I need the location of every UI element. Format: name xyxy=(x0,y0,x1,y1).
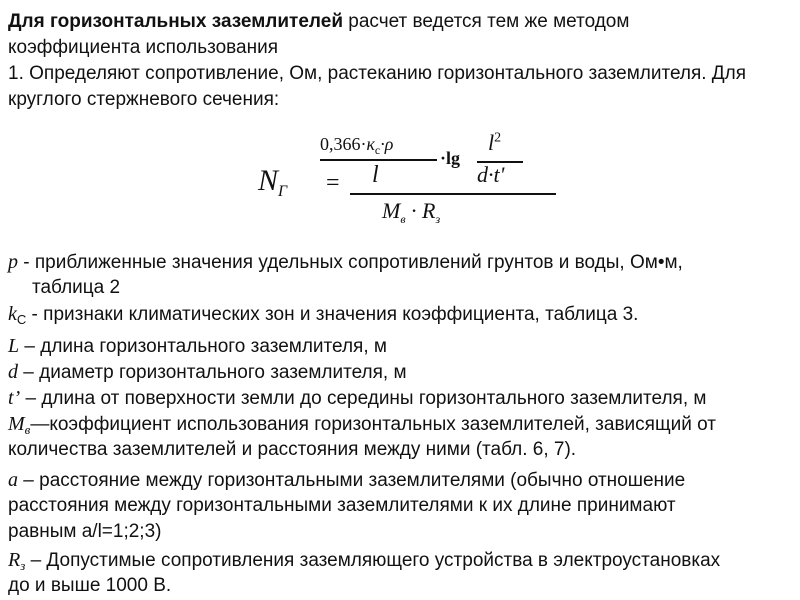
def-a-cont-2: равным а/l=1;2;3) xyxy=(8,521,162,542)
intro-line-2: коэффициента использования xyxy=(8,37,278,58)
formula-log-numerator: $l^2$ xyxy=(488,130,502,155)
intro-line-3: 1. Определяют сопротивление, Ом, растеканию горизонтального заземлителя. Для xyxy=(8,63,747,84)
formula-main-fraction-bar xyxy=(350,193,556,195)
formula-log-denominator: d·t' xyxy=(477,162,505,187)
def-kc: $k_C$ - признаки климатических зон и значения коэффициента, таблица 3. xyxy=(8,303,639,327)
intro-rest: расчет ведется тем же методом xyxy=(343,11,630,32)
def-a: a – расстояние между горизонтальными заземлителями (обычно отношение xyxy=(8,469,686,491)
intro-line-4: круглого стержневого сечения: xyxy=(8,89,280,110)
def-M: $M_в—коэффициент$ использования горизонтальных заземлителей, зависящий от xyxy=(8,413,716,437)
def-p-cont: таблица 2 xyxy=(32,277,121,298)
formula-main-denominator: $M_в \cdot R_з$ xyxy=(382,198,441,226)
def-p: p - приближенные значения удельных сопротивлений грунтов и воды, Ом•м, xyxy=(8,251,683,273)
intro-bold: Для горизонтальных заземлителей xyxy=(8,11,343,32)
def-d: d – диаметр горизонтального заземлителя, м xyxy=(8,361,407,383)
def-kc-symbol: k xyxy=(8,303,17,325)
def-d-symbol: d xyxy=(8,361,18,383)
def-t-symbol: t’ xyxy=(8,387,21,409)
formula xyxy=(240,124,560,234)
def-M-symbol: M xyxy=(8,413,25,435)
def-L: L – длина горизонтального заземлителя, м xyxy=(8,335,387,357)
def-p-symbol: p xyxy=(8,251,18,273)
formula-inner-denominator: l xyxy=(372,162,379,188)
formula-equals: = xyxy=(326,170,340,196)
formula-lg: ·lg xyxy=(440,148,461,168)
formula-coefficient: $0,366\cdot к_с\cdot\rho$ xyxy=(320,134,394,157)
intro-line-1 xyxy=(8,9,629,35)
def-t: t’ – длина от поверхности земли до середины горизонтального заземлителя, м xyxy=(8,387,707,409)
def-L-symbol: L xyxy=(8,335,20,357)
formula-inner-fraction-bar xyxy=(320,159,437,161)
formula-lhs: $N_Г$ xyxy=(258,164,288,200)
def-R-cont: до и выше 1000 В. xyxy=(8,575,172,596)
def-a-cont-1: расстояния между горизонтальными заземлителями к их длине принимают xyxy=(8,495,676,516)
def-a-symbol: a xyxy=(8,469,18,491)
def-R-symbol: R xyxy=(8,549,21,571)
def-M-cont: количества заземлителей и расстояния между ними (табл. 6, 7). xyxy=(8,439,577,460)
def-R: $R_з$ – Допустимые сопротивления заземляющего устройства в электроустановках xyxy=(8,549,721,573)
